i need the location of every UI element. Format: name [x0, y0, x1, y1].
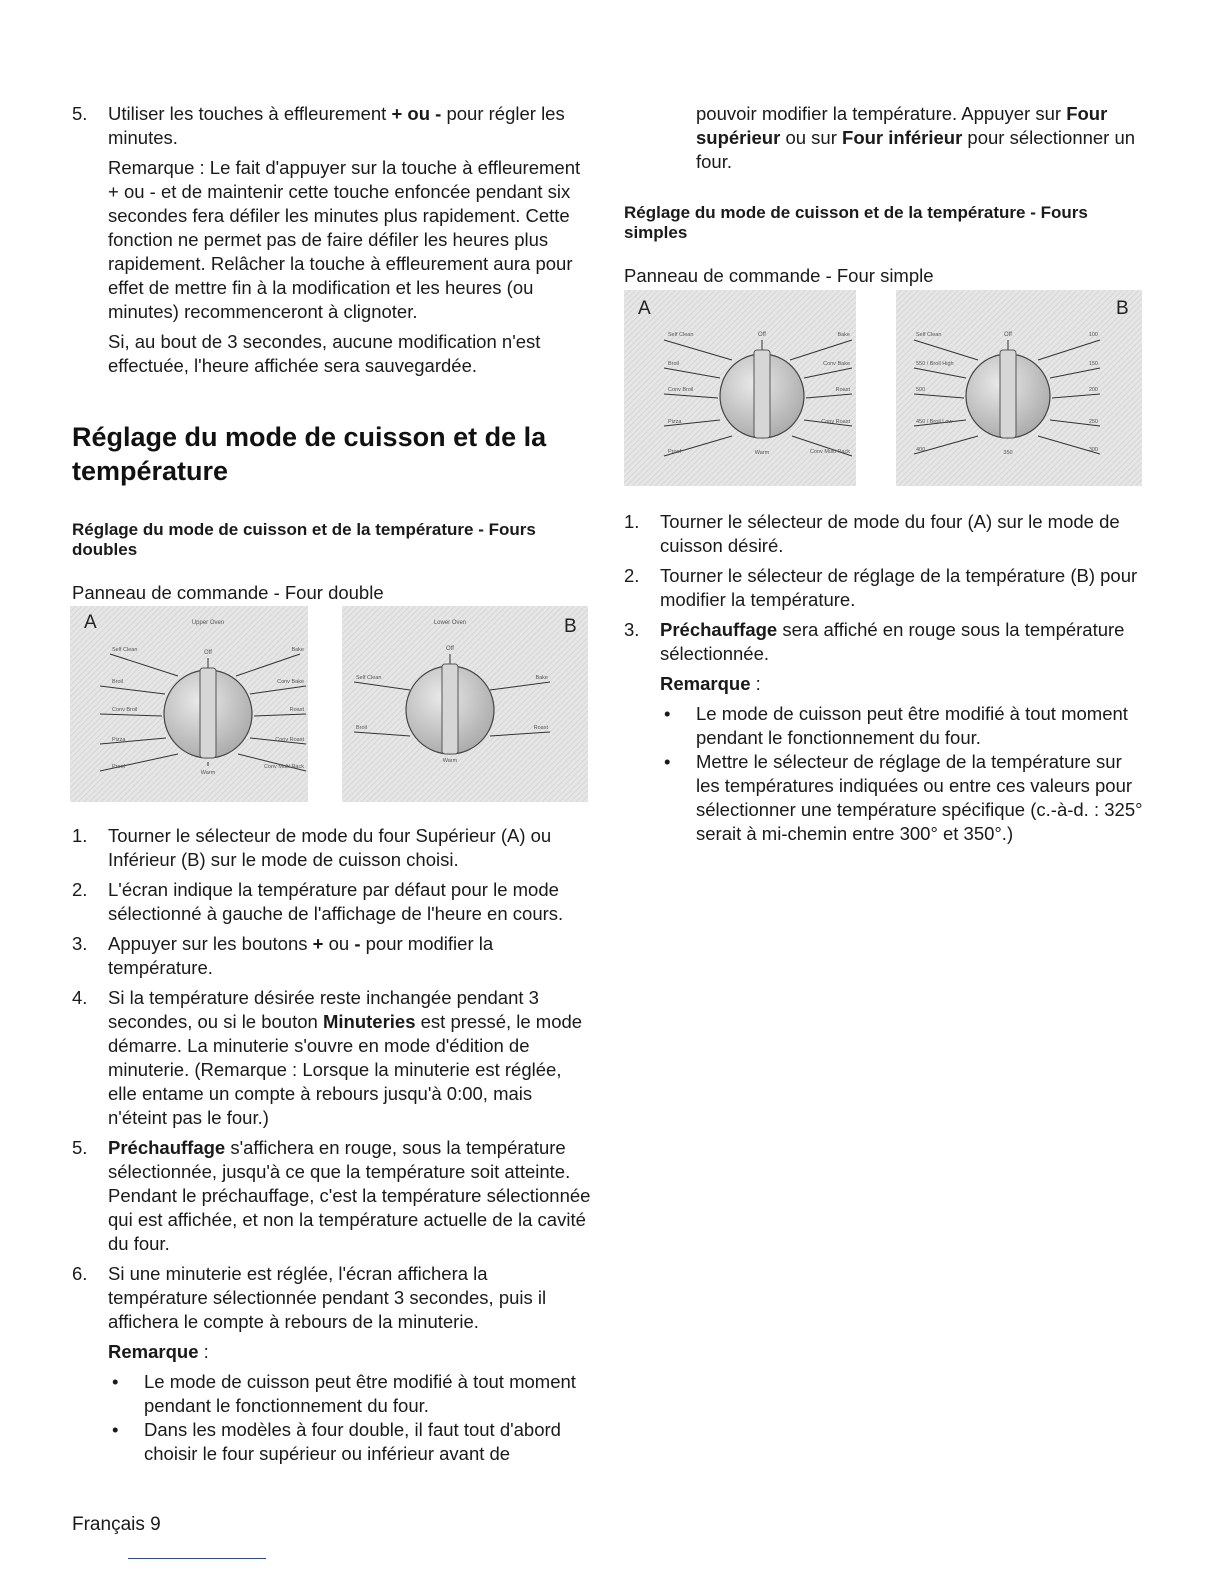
single-oven-panel	[624, 290, 1142, 486]
knob-title: Upper Oven	[191, 620, 225, 626]
note-text: Si, au bout de 3 secondes, aucune modification n'est effectuée, l'heure affichée sera sauvegardée.	[108, 331, 541, 376]
remark-heading: Remarque :	[108, 1341, 209, 1362]
list-item: 3. Préchauffage sera affiché en rouge sous la température sélectionnée. Remarque : • Le mode de cuisson peut être modifié à tout moment pendant le fonctionnement du four. • Mettre le sélecteur de réglage de la température sur les températures indiquées ou entre ces valeurs pour sélectionner une température spécifique (c.-à-d. : 325° serait à mi-chemin entre 300° et 350°.)	[624, 619, 1143, 844]
knob-label: Broil	[112, 679, 124, 685]
section-heading: Réglage du mode de cuisson et de la température - Fours doubles	[72, 520, 536, 559]
knob-label: 100	[1088, 332, 1098, 338]
continued-text: pouvoir modifier la température. Appuyer sur Four supérieur ou sur Four inférieur pour sélectionner un four.	[696, 103, 1136, 172]
section-heading: Réglage du mode de cuisson et de la température - Fours simples	[624, 203, 1088, 242]
label-a: A	[638, 298, 651, 319]
knob-label: Conv Roast	[821, 419, 850, 425]
knob-label: Conv Bake	[823, 361, 850, 367]
list-item: 5. Préchauffage s'affichera en rouge, sous la température sélectionnée, jusqu'à ce que la température soit atteinte. Pendant le préchauffage, c'est la température sélectionnée qui est affichée, et non la température actuelle de la cavité du four.	[72, 1137, 591, 1254]
label-a: A	[84, 612, 97, 633]
knob-label: 150	[1088, 361, 1098, 367]
knob-label: Pizza	[668, 419, 682, 425]
knob-label: Broil	[668, 361, 680, 367]
knob-label: Bake	[291, 647, 304, 653]
knob-off-label: Off	[1004, 332, 1012, 338]
panel-caption: Panneau de commande - Four simple	[624, 265, 934, 286]
knob-title: Lower Oven	[433, 620, 467, 626]
knob-off-label: Off	[204, 650, 212, 656]
note-text: Remarque : Le fait d'appuyer sur la touche à effleurement + ou - et de maintenir cette touche enfoncée pendant six secondes fera défiler les minutes plus rapidement. Cette fonction ne permet pas de faire défiler les heures plus rapidement. Relâcher la touche à effleurement aura pour effet de mettre fin à la modification et les heures (ou minutes) recommenceront à clignoter.	[108, 157, 581, 322]
knob-label: Self Clean	[112, 647, 138, 653]
knob-label: Self Clean	[668, 332, 694, 338]
knob-label: Conv Multi Rack	[809, 449, 850, 455]
knob-label: Conv Broil	[112, 707, 138, 713]
knob-label: Conv Broil	[668, 387, 694, 393]
label-b: B	[564, 616, 577, 637]
label-b: B	[1116, 298, 1129, 319]
knob-label: Proof	[112, 764, 126, 770]
knob-label: Pizza	[112, 737, 126, 743]
list-item: 6. Si une minuterie est réglée, l'écran affichera la température sélectionnée pendant 3 secondes, puis il affichera le compte à rebours de la minuterie. Remarque : • Le mode de cuisson peut être modifié à tout moment pendant le fonctionnement du four. • Dans les modèles à four double, il faut tout d'abord choisir le four supérieur ou inférieur avant de	[72, 1262, 592, 1466]
list-item: 1. Tourner le sélecteur de mode du four Supérieur (A) ou Inférieur (B) sur le mode de cuisson choisi.	[72, 825, 552, 870]
knob-label: 350	[1003, 450, 1013, 456]
list-item: 5. Utiliser les touches à effleurement + ou - pour régler les minutes. Remarque : Le fait d'appuyer sur la touche à effleurement + ou - et de maintenir cette touche enfoncée pendant six secondes fera défiler les minutes plus rapidement. Cette fonction ne permet pas de faire défiler les heures plus rapidement. Relâcher la touche à effleurement aura pour effet de mettre fin à la modification et les heures (ou minutes) recommenceront à clignoter. Si, au bout de 3 secondes, aucune modification n'est effectuée, l'heure affichée sera sauvegardée.	[72, 102, 628, 378]
knob-label: 300	[1088, 447, 1098, 453]
bullet-item: • Mettre le sélecteur de réglage de la température sur les températures indiquées ou entre ces valeurs pour sélectionner une température spécifique (c.-à-d. : 325° serait à mi-chemin entre 300° et 350°.)	[664, 751, 1143, 844]
bullet-item: • Dans les modèles à four double, il faut tout d'abord choisir le four supérieur ou inférieur avant de	[112, 1419, 561, 1464]
page-footer: Français 9	[72, 1514, 161, 1535]
knob-label: 200	[1088, 387, 1098, 393]
knob-off-label: Off	[446, 646, 454, 652]
knob-label: Proof	[668, 449, 682, 455]
knob-label: Bake	[837, 332, 850, 338]
bullet-item: • Le mode de cuisson peut être modifié à tout moment pendant le fonctionnement du four.	[112, 1371, 576, 1416]
knob-label: Roast	[533, 725, 548, 731]
knob-label: Warm	[442, 758, 458, 764]
knob-label: Self Clean	[356, 675, 382, 681]
footer-divider	[128, 1558, 266, 1559]
single-oven-steps	[624, 510, 1144, 852]
knob-label: Bake	[535, 675, 548, 681]
knob-label: 450 / Broil Low	[916, 419, 953, 425]
double-oven-panel	[70, 606, 588, 802]
knob-label: Warm	[754, 450, 770, 456]
bullet-item: • Le mode de cuisson peut être modifié à tout moment pendant le fonctionnement du four.	[664, 703, 1128, 748]
knob-label: Conv Multi Rack	[263, 764, 304, 770]
knob-label: Roast	[835, 387, 850, 393]
knob-off-label: Off	[758, 332, 766, 338]
list-item: 2. L'écran indique la température par défaut pour le mode sélectionné à gauche de l'affichage de l'heure en cours.	[72, 879, 564, 924]
list-item: 1. Tourner le sélecteur de mode du four (A) sur le mode de cuisson désiré.	[624, 511, 1120, 556]
knob-label: Broil	[356, 725, 368, 731]
double-oven-steps	[72, 824, 592, 1472]
item-number: 5.	[72, 103, 88, 124]
main-heading: Réglage du mode de cuisson et de la température	[72, 422, 547, 486]
knob-label: 500	[916, 387, 926, 393]
knob-label: Roast	[289, 707, 304, 713]
list-item: 3. Appuyer sur les boutons + ou - pour modifier la température.	[72, 933, 494, 978]
knob-label: Conv Bake	[277, 679, 304, 685]
knob-label: 250	[1088, 419, 1098, 425]
knob-label: 550 / Broil High	[916, 361, 954, 367]
remark-heading: Remarque :	[660, 673, 761, 694]
list-item: 2. Tourner le sélecteur de réglage de la température (B) pour modifier la température.	[624, 565, 1138, 610]
knob-label: Warm	[200, 770, 216, 776]
knob-label: Conv Roast	[275, 737, 304, 743]
list-item: 4. Si la température désirée reste inchangée pendant 3 secondes, ou si le bouton Minuteries est pressé, le mode démarre. La minuterie s'ouvre en mode d'édition de minuterie. (Remarque : Lorsque la minuterie est réglée, elle entame un compte à rebours jusqu'à 0:00, mais n'éteint pas le four.)	[72, 987, 583, 1128]
knob-label: 400	[916, 447, 926, 453]
knob-label: Self Clean	[916, 332, 942, 338]
panel-caption: Panneau de commande - Four double	[72, 582, 384, 603]
